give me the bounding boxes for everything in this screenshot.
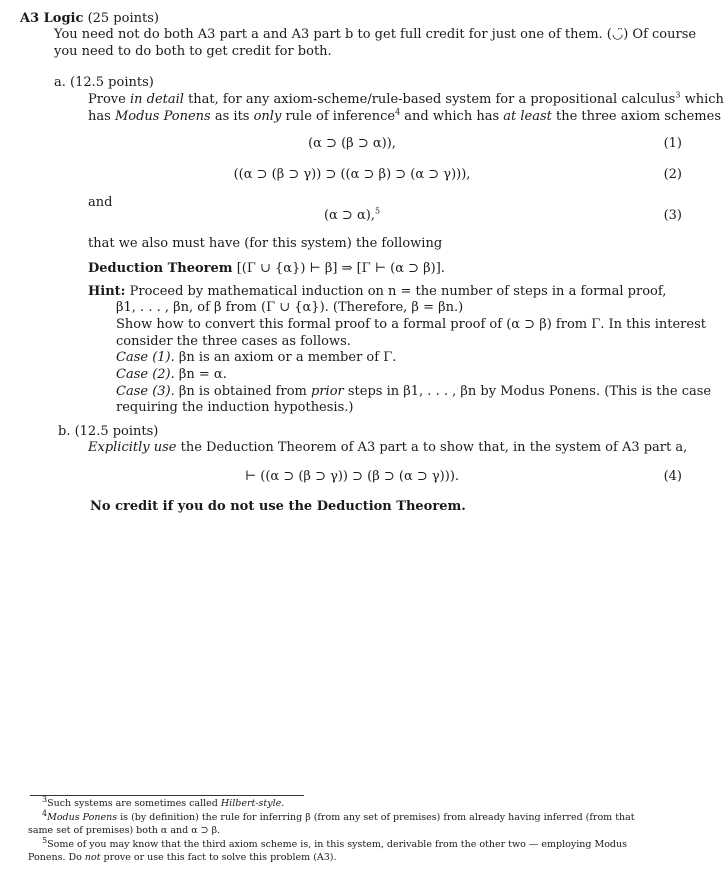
- equation-2-number: (2): [663, 167, 682, 182]
- and-text: and: [88, 195, 113, 210]
- case-2: [116, 366, 227, 383]
- emph-in-detail: in detail: [129, 92, 184, 107]
- part-a-line-1: [88, 91, 724, 108]
- emph-hilbert-style: Hilbert-style.: [220, 798, 285, 809]
- case-1-label: Case (1).: [116, 350, 175, 365]
- deduction-theorem: [88, 260, 445, 277]
- footnote-5-number: 5: [42, 835, 48, 845]
- footnote-ref-5: 5: [374, 206, 381, 216]
- text: prove or use this fact to solve this problem (A3).: [100, 852, 337, 863]
- case-1-text: βn is an axiom or a member of Γ.: [178, 350, 397, 365]
- case-3-label: Case (3).: [116, 384, 175, 399]
- intro-line-2: you need to do both to get credit for both.: [54, 44, 332, 59]
- emph-at-least: at least: [503, 109, 552, 124]
- case-2-text: βn = α.: [178, 367, 227, 382]
- text: has: [88, 109, 115, 124]
- footnote-3: [42, 794, 285, 810]
- text: as its: [210, 109, 254, 124]
- intro-line-1: You need not do both A3 part a and A3 part b to get full credit for just one of them. (◡̈) Of course: [54, 27, 697, 42]
- part-b-line-1: [88, 439, 687, 456]
- equation-3: [0, 207, 704, 224]
- case-1: [116, 349, 396, 366]
- hint-line-1: [88, 283, 666, 300]
- emph-modus-ponens: Modus Ponens: [47, 812, 118, 823]
- text: Prove: [88, 92, 130, 107]
- text: Such systems are sometimes called: [47, 798, 221, 809]
- footnote-3-number: 3: [42, 794, 48, 804]
- text: that, for any axiom-scheme/rule-based system for a propositional calculus: [183, 92, 676, 107]
- equation-1-number: (1): [663, 136, 682, 151]
- equation-4-number: (4): [663, 469, 682, 484]
- deduction-theorem-label: Deduction Theorem: [88, 261, 233, 276]
- emph-prior: prior: [311, 384, 344, 399]
- text: which: [680, 92, 724, 107]
- equation-2: ((α ⊃ (β ⊃ γ)) ⊃ ((α ⊃ β) ⊃ (α ⊃ γ))),: [233, 167, 471, 182]
- hint-label: Hint:: [88, 284, 126, 299]
- text: the three axiom schemes: [551, 109, 721, 124]
- text: Ponens. Do: [28, 852, 85, 863]
- emph-modus-ponens: Modus Ponens: [114, 109, 211, 124]
- text: βn is obtained from: [178, 384, 311, 399]
- text: the Deduction Theorem of A3 part a to show that, in the system of A3 part a,: [176, 440, 688, 455]
- equation-3-body: (α ⊃ α),: [323, 208, 375, 223]
- footnote-4-line-1: [42, 808, 635, 824]
- part-a-line-2: [88, 108, 721, 125]
- footnote-4-line-2: same set of premises) both α and α ⊃ β.: [28, 825, 221, 836]
- problem-points: (25 points): [87, 11, 159, 26]
- equation-4: ⊢ ((α ⊃ (β ⊃ γ)) ⊃ (β ⊃ (α ⊃ γ))).: [244, 469, 460, 484]
- case-2-label: Case (2).: [116, 367, 175, 382]
- must-have-text: that we also must have (for this system) the following: [88, 236, 443, 251]
- footnote-ref-3: 3: [675, 90, 681, 100]
- problem-title: A3 Logic: [20, 11, 84, 26]
- footnote-4-number: 4: [42, 808, 48, 818]
- problem-heading: [20, 10, 159, 27]
- footnote-5-line-1: [42, 835, 628, 851]
- text: is (by definition) the rule for inferring β (from any set of premises) from already having inferred (from that: [117, 812, 635, 823]
- equation-3-number: (3): [663, 208, 682, 223]
- hint-line-3: Show how to convert this formal proof to a formal proof of (α ⊃ β) from Γ. In this interest: [116, 317, 706, 332]
- case-3-line-2: requiring the induction hypothesis.): [116, 400, 354, 415]
- hint-line-4: consider the three cases as follows.: [116, 334, 351, 349]
- hint-text-1: Proceed by mathematical induction on n = the number of steps in a formal proof,: [129, 284, 667, 299]
- case-3: [116, 383, 711, 400]
- part-a-label: a. (12.5 points): [54, 75, 154, 90]
- text: and which has: [400, 109, 504, 124]
- no-credit-warning: No credit if you do not use the Deduction Theorem.: [90, 499, 466, 514]
- emph-only: only: [253, 109, 282, 124]
- hint-line-2: β1, . . . , βn, of β from (Γ ∪ {α}). (Therefore, β = βn.): [116, 300, 464, 315]
- part-b-label: b. (12.5 points): [58, 424, 159, 439]
- text: steps in β1, . . . , βn by Modus Ponens. (This is the case: [343, 384, 712, 399]
- emph-explicitly-use: Explicitly use: [88, 440, 177, 455]
- footnote-rule: [30, 795, 304, 796]
- equation-1: (α ⊃ (β ⊃ α)),: [308, 136, 396, 151]
- deduction-theorem-formula: [(Γ ∪ {α}) ⊢ β] ⇒ [Γ ⊢ (α ⊃ β)].: [236, 261, 445, 276]
- footnote-5-line-2: [28, 852, 337, 864]
- footnote-ref-4: 4: [395, 107, 401, 117]
- text: rule of inference: [281, 109, 396, 124]
- text: Some of you may know that the third axiom scheme is, in this system, derivable from the other two — employing Modus: [47, 839, 628, 850]
- emph-not: not: [84, 852, 101, 863]
